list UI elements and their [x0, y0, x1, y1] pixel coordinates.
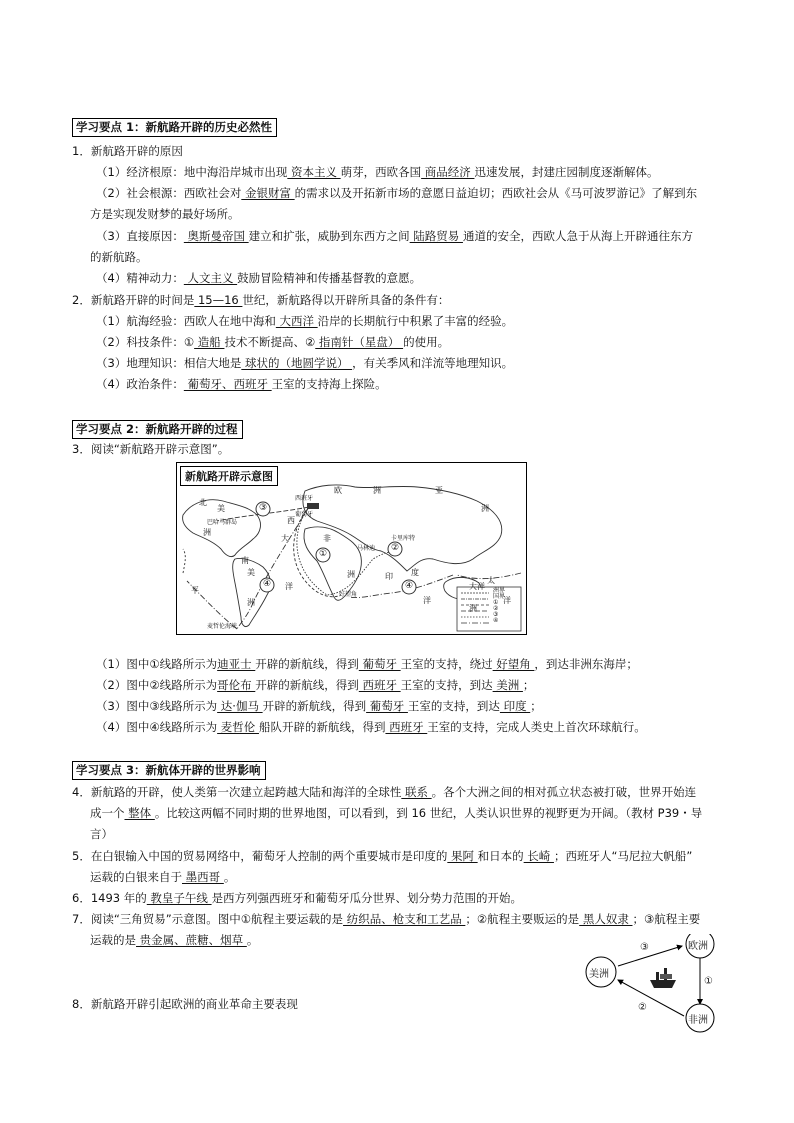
- answer-blank: 达·伽马: [217, 699, 263, 713]
- text-line: [72, 848, 692, 864]
- text-line: [72, 441, 229, 457]
- map-label: 非: [323, 534, 331, 543]
- node-europe: 欧洲: [688, 941, 708, 952]
- text-segment: 方是实现发财梦的最好场所。: [90, 207, 240, 221]
- text-line: [90, 206, 240, 222]
- text-segment: 2．新航路开辟的时间是: [72, 293, 195, 307]
- answer-blank: 果阿: [447, 849, 478, 863]
- text-line: [96, 228, 693, 244]
- text-segment: 鼓励冒险精神和传播基督教的意愿。: [237, 271, 422, 285]
- answer-blank: 商品经济: [421, 165, 475, 179]
- answer-blank: 葡萄牙、西班牙: [183, 377, 272, 391]
- text-line: [90, 249, 148, 265]
- text-line: [96, 164, 658, 180]
- text-segment: 成一个: [90, 806, 125, 820]
- node-africa: 非洲: [688, 1015, 708, 1026]
- text-line: [96, 719, 646, 735]
- text-segment: 开辟的新航线，得到: [255, 657, 359, 671]
- text-line: [90, 826, 113, 842]
- text-segment: 开辟的新航线，得到: [255, 678, 359, 692]
- map-label: 洲: [347, 570, 355, 579]
- map-label: 平: [191, 586, 199, 595]
- text-segment: 的新航路。: [90, 250, 148, 264]
- text-segment: 王室的支持海上探险。: [271, 377, 387, 391]
- text-segment: 沿岸的长期航行中积累了丰富的经验。: [317, 314, 514, 328]
- text-segment: 技术不断提高、②: [224, 335, 316, 349]
- map-label: 洲: [247, 598, 255, 607]
- text-segment: 言）: [90, 827, 113, 841]
- map-label: 南: [241, 556, 249, 565]
- route-4b-label: ④: [405, 581, 414, 591]
- text-segment: （1）航海经验：西欧人在地中海和: [96, 314, 276, 328]
- text-line: [90, 869, 235, 885]
- answer-blank: 葡萄牙: [358, 657, 401, 671]
- text-segment: 。: [246, 933, 259, 947]
- text-segment: 1．新航路开辟的原因: [72, 144, 183, 158]
- arrow-3-label: ③: [640, 942, 649, 953]
- text-segment: 王室的支持，绕过: [400, 657, 493, 671]
- answer-blank: 球状的（地圆学说）: [241, 356, 353, 370]
- text-line: [96, 698, 542, 714]
- legend-item: ②: [493, 605, 499, 612]
- map-label: 大: [281, 534, 289, 543]
- text-line: [96, 656, 638, 672]
- text-line: [90, 932, 258, 948]
- legend-item: 洲界: [493, 587, 506, 594]
- text-line: [96, 677, 534, 693]
- map-label: 麦哲伦海峡: [207, 623, 238, 630]
- text-line: [96, 376, 387, 392]
- text-segment: ；: [522, 678, 535, 692]
- text-segment: ，有关季风和洋流等地理知识。: [352, 356, 514, 370]
- text-segment: ；: [530, 699, 542, 713]
- map-label: 洋: [503, 596, 511, 605]
- map-label: 西班牙: [295, 495, 314, 502]
- text-segment: 的需求以及开拓新市场的意愿日益迫切；西欧社会从《马可波罗游记》了解到东: [294, 186, 698, 200]
- legend-item: ①: [493, 599, 499, 606]
- text-segment: （1）经济根原：地中海沿岸城市出现: [96, 165, 288, 179]
- section-title-2: 学习要点 2：新航路开辟的过程: [72, 420, 243, 439]
- answer-blank: 长崎: [523, 849, 554, 863]
- legend-item: 国界: [493, 593, 506, 600]
- route-1-label: ①: [319, 549, 328, 559]
- answer-blank: 奥斯曼帝国: [183, 229, 249, 243]
- map-label: 印: [385, 572, 393, 581]
- text-segment: 王室的支持，到达: [407, 699, 500, 713]
- answer-blank: 联系: [401, 785, 432, 799]
- text-segment: 5．在白银输入中国的贸易网络中，葡萄牙人控制的两个重要城市是印度的: [72, 849, 448, 863]
- answer-blank: 大西洋: [275, 314, 318, 328]
- route-3-label: ③: [259, 503, 268, 513]
- text-segment: 建立和扩张，威胁到东西方之间: [248, 229, 410, 243]
- text-line: [72, 292, 449, 308]
- text-segment: （2）图中②线路所示为: [96, 678, 218, 692]
- map-label: 葡萄牙: [295, 511, 314, 518]
- map-label: 亚: [435, 486, 443, 495]
- text-line: [72, 784, 696, 800]
- text-segment: 8．新航路开辟引起欧洲的商业革命主要表现: [72, 997, 298, 1011]
- text-segment: 。各个大洲之间的相对孤立状态被打破，世界开始连: [431, 785, 697, 799]
- section-title-1: 学习要点 1：新航路开辟的历史必然性: [72, 118, 277, 137]
- answer-blank: 西班牙: [358, 678, 401, 692]
- map-label: 太: [487, 576, 495, 585]
- text-segment: 4．新航路的开辟，使人类第一次建立起跨越大陆和海洋的全球性: [72, 785, 402, 799]
- map-label: 度: [411, 568, 419, 577]
- answer-blank: 人文主义: [183, 271, 238, 285]
- map-label: 好望角: [339, 591, 358, 598]
- text-segment: 通道的安全，西欧人急于从海上开辟通往东方: [462, 229, 693, 243]
- text-segment: 和日本的: [477, 849, 524, 863]
- answer-blank: 造船: [194, 335, 225, 349]
- map-label: 巴哈马群岛: [207, 519, 238, 526]
- text-segment: 运载的白银来自于: [90, 870, 182, 884]
- answer-blank: 印度: [499, 699, 531, 713]
- text-segment: 王室的支持，到达: [400, 678, 493, 692]
- answer-blank: 美洲: [492, 678, 523, 692]
- answer-blank: 贵金属、蔗糖、烟草: [136, 933, 247, 947]
- map-label: 洲: [203, 528, 211, 537]
- text-segment: （1）图中①线路所示为: [96, 657, 218, 671]
- answer-blank: 金银财富: [241, 186, 295, 200]
- answer-blank: 好望角: [492, 657, 535, 671]
- answer-blank: 教皇子午线: [146, 891, 212, 905]
- text-segment: ；③航程主要: [632, 912, 701, 926]
- answer-blank: 15—16: [194, 293, 243, 307]
- text-segment: （3）图中③线路所示为: [96, 699, 218, 713]
- map-label: 洲: [469, 604, 477, 613]
- map-label: 美: [247, 568, 255, 577]
- text-line: [72, 911, 700, 927]
- answer-blank: 墨西哥: [182, 870, 224, 884]
- map-label: 卡里库特: [391, 535, 416, 542]
- text-segment: （4）精神动力：: [96, 271, 184, 285]
- text-segment: 世纪，新航路得以开辟所具备的条件有：: [242, 293, 450, 307]
- map-label: 洋: [285, 582, 293, 591]
- arrow-2-label: ②: [638, 1002, 647, 1013]
- text-segment: （2）科技条件：①: [96, 335, 195, 349]
- text-segment: ；②航程主要贩运的是: [465, 912, 580, 926]
- answer-blank: 黑人奴隶: [579, 912, 633, 926]
- map-label: 大: [469, 582, 477, 591]
- text-line: [96, 270, 421, 286]
- text-segment: （2）社会根源：西欧社会对: [96, 186, 242, 200]
- text-segment: 6．1493 年的: [72, 891, 147, 905]
- section-title-3: 学习要点 3：新航体开辟的世界影响: [72, 761, 266, 780]
- text-line: [72, 890, 522, 906]
- arrow-1-label: ①: [704, 976, 713, 987]
- map-label: 欧: [334, 486, 342, 495]
- map-label: 洋: [477, 582, 485, 591]
- text-segment: 王室的支持，完成人类史上首次环球航行。: [427, 720, 646, 734]
- text-segment: （3）直接原因：: [96, 229, 184, 243]
- map-label: 洲: [373, 486, 381, 495]
- answer-blank: 整体: [124, 806, 155, 820]
- answer-blank: 资本主义: [287, 165, 341, 179]
- text-line: [96, 355, 513, 371]
- text-line: [96, 313, 513, 329]
- text-segment: 。比较这两幅不同时期的世界地图，可以看到，到 16 世纪，人类认识世界的视野更为开阔。（教材 P39・导: [154, 806, 703, 820]
- text-segment: ；西班牙人“马尼拉大帆船”: [553, 849, 693, 863]
- new-routes-map: [176, 462, 527, 635]
- text-segment: （4）政治条件：: [96, 377, 184, 391]
- text-line: [96, 185, 697, 201]
- map-label: 西: [287, 516, 295, 525]
- text-segment: 3．阅读“新航路开辟示意图”。: [72, 442, 230, 456]
- text-segment: 是西方列强西班牙和葡萄牙瓜分世界、划分势力范围的开始。: [211, 891, 523, 905]
- text-segment: 。: [223, 870, 236, 884]
- answer-blank: 陆路贸易: [409, 229, 463, 243]
- text-line: [72, 143, 183, 159]
- answer-blank: 哥伦布: [217, 678, 256, 692]
- answer-blank: 葡萄牙: [366, 699, 408, 713]
- answer-blank: 迪亚士: [217, 657, 256, 671]
- text-segment: ，到达非洲东海岸；: [534, 657, 638, 671]
- text-segment: 运载的是: [90, 933, 136, 947]
- map-label: 马林迪: [357, 545, 376, 552]
- node-americas: 美洲: [589, 969, 609, 980]
- text-line: [96, 334, 449, 350]
- route-4a-label: ④: [263, 579, 272, 589]
- text-line: [72, 996, 298, 1012]
- map-label: 洲: [481, 504, 489, 513]
- map-title: 新航路开辟示意图: [180, 466, 278, 486]
- text-segment: 的使用。: [403, 335, 450, 349]
- answer-blank: 麦哲伦: [217, 720, 259, 734]
- triangle-trade-diagram: [584, 934, 724, 1034]
- legend-item: ③: [493, 611, 499, 618]
- answer-blank: 纺织品、枪支和工艺品: [343, 912, 466, 926]
- text-segment: 船队开辟的新航线，得到: [258, 720, 386, 734]
- map-label: 洋: [423, 596, 431, 605]
- text-segment: （3）地理知识：相信大地是: [96, 356, 242, 370]
- text-segment: 萌芽，西欧各国: [340, 165, 422, 179]
- answer-blank: 指南针（星盘）: [315, 335, 404, 349]
- text-segment: （4）图中④线路所示为: [96, 720, 218, 734]
- route-2-label: ②: [391, 543, 400, 553]
- text-segment: 7．阅读“三角贸易”示意图。图中①航程主要运载的是: [72, 912, 344, 926]
- text-segment: 开辟的新航线，得到: [262, 699, 367, 713]
- map-label: 美: [217, 504, 225, 513]
- text-segment: 迅速发展，封建庄园制度逐渐解体。: [474, 165, 659, 179]
- map-label: 北: [199, 498, 207, 507]
- answer-blank: 西班牙: [385, 720, 428, 734]
- text-line: [90, 805, 702, 821]
- legend-item: ④: [493, 617, 499, 624]
